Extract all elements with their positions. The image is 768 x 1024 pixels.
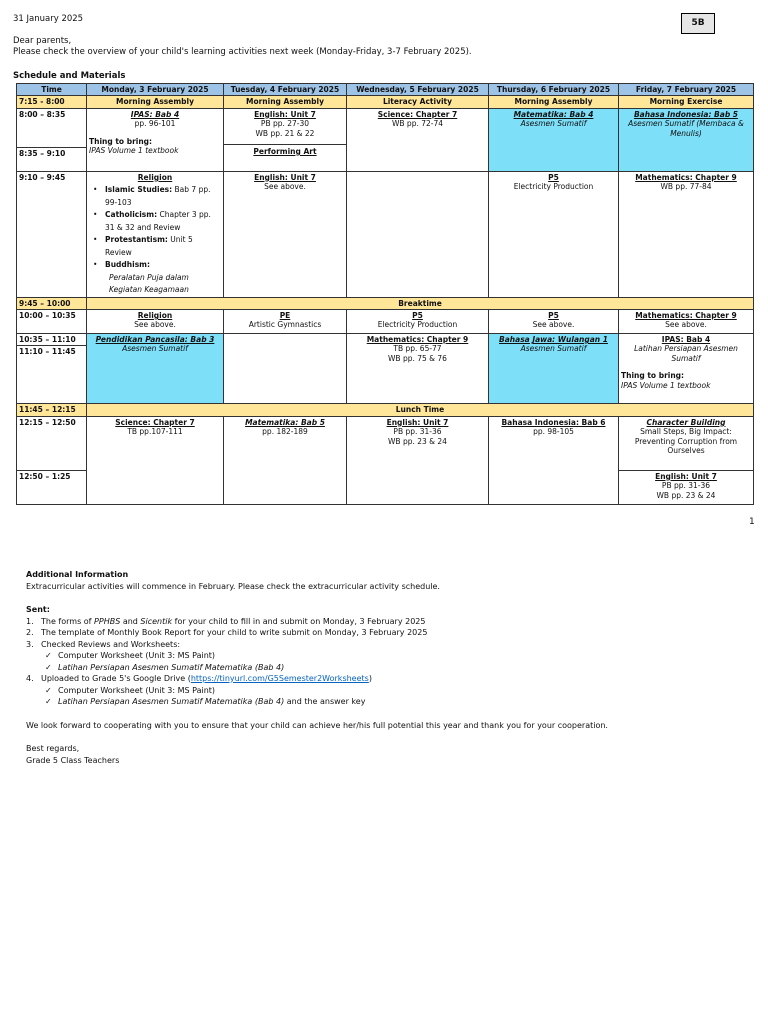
detail-text: PB pp. 31-36 [661, 481, 711, 491]
wed-empty-cell [347, 171, 489, 297]
tue-english-cell [224, 171, 347, 297]
subject-label: English: Unit 7 [386, 417, 449, 427]
subject-label: P5 [548, 172, 559, 182]
list-item: 4. Uploaded to Grade 5's Google Drive (https://tinyurl.com/G5Semester2Worksheets) ✓ Computer Worksheet (Unit 3: MS Paint) ✓ Latihan Persiapan Asesmen Sumatif Matematika (Bab 4) and the answer key [26, 673, 746, 708]
thu-p5-cell [489, 171, 619, 297]
detail-text: See above. [532, 320, 575, 330]
detail-text: Asesmen Sumatif [520, 344, 587, 354]
wed-english-cell [347, 416, 489, 504]
thu-p5-cell [489, 310, 619, 334]
subject-label: PE [279, 311, 291, 320]
wed-literacy: Literacy Activity [347, 96, 489, 108]
subject-label: Character Building [646, 417, 726, 427]
schedule-title: Schedule and Materials [13, 71, 126, 81]
letter-date: 31 January 2025 [13, 14, 84, 24]
detail-text: Small Steps, Big Impact: Preventing Corruption from Ourselves [634, 427, 738, 455]
checked-list [41, 650, 746, 673]
intro-text: Please check the overview of your child's learning activities next week (Monday-Friday, 3-7 February 2025). [13, 47, 472, 57]
sent-title: Sent: [26, 605, 50, 614]
detail-text: WB pp. 77-84 [660, 182, 712, 192]
subject-label: Bahasa Jawa: Wulangan 1 [499, 335, 608, 344]
mon-religion-cell [87, 171, 224, 297]
greeting-block [13, 36, 472, 58]
check-icon: ✓ [45, 662, 52, 672]
time-cell: 12:15 – 12:50 [17, 416, 87, 470]
list-item: ✓ Latihan Persiapan Asesmen Sumatif Matematika (Bab 4) and the answer key [45, 697, 366, 706]
table-row [17, 416, 754, 470]
time-cell: 10:35 – 11:10 [17, 334, 87, 346]
list-item: ✓ Latihan Persiapan Asesmen Sumatif Matematika (Bab 4) [45, 662, 285, 672]
check-icon: ✓ [45, 697, 52, 706]
subject-label: Matematika: Bab 5 [245, 417, 325, 427]
subject-label: English: Unit 7 [254, 172, 316, 182]
detail-text: TB pp.107-111 [127, 427, 183, 437]
bring-item: IPAS Volume 1 textbook [89, 145, 179, 155]
tue-empty-cell [224, 334, 347, 404]
subject-label: Bahasa Indonesia: Bab 5 [633, 109, 739, 119]
table-row [17, 96, 754, 108]
greeting: Dear parents, [13, 36, 72, 46]
breaktime-label: Breaktime [87, 297, 754, 309]
subject-label: Bahasa Indonesia: Bab 6 [501, 417, 606, 427]
mon-assembly: Morning Assembly [87, 96, 224, 108]
detail-text: See above. [264, 182, 306, 192]
bring-label: Thing to bring: [89, 136, 153, 146]
list-item: 1. The forms of PPHBS and Sicentik for your child to fill in and submit on Monday, 3 February 2025 [26, 616, 426, 626]
list-item: ✓ Computer Worksheet (Unit 3: MS Paint) [45, 685, 216, 695]
header-time: Time [17, 84, 87, 96]
table-row [17, 297, 754, 309]
wed-math-cell [347, 334, 489, 404]
table-row [17, 404, 754, 416]
time-cell: 8:35 – 9:10 [17, 147, 87, 171]
list-item: 2. The template of Monthly Book Report for your child to write submit on Monday, 3 February 2025 [26, 628, 428, 637]
page-number: 1 [749, 517, 755, 527]
list-item: • Buddhism: [93, 259, 221, 272]
subject-label: Pendidikan Pancasila: Bab 3 [95, 335, 215, 344]
class-badge: 5B [681, 13, 715, 34]
subject-label: Mathematics: Chapter 9 [635, 311, 737, 320]
time-cell: 9:10 – 9:45 [17, 171, 87, 297]
detail-text: WB pp. 23 & 24 [388, 436, 447, 446]
subject-label: Religion [137, 311, 173, 320]
mon-religion-cell [87, 310, 224, 334]
tue-assembly: Morning Assembly [224, 96, 347, 108]
subject-label: Performing Art [253, 146, 317, 156]
table-row [17, 108, 754, 147]
mon-ipas-cell [87, 108, 224, 171]
signature: Grade 5 Class Teachers [26, 755, 120, 765]
header-monday: Monday, 3 February 2025 [87, 84, 224, 96]
mon-pancasila-cell [87, 334, 224, 404]
list-item: • Catholicism: Chapter 3 pp. 31 & 32 and Review [93, 209, 221, 234]
fri-math-cell [619, 171, 754, 297]
wed-science-cell [347, 108, 489, 171]
header-thursday: Thursday, 6 February 2025 [489, 84, 619, 96]
time-cell: 12:50 – 1:25 [17, 470, 87, 504]
detail-text: WB pp. 21 & 22 [255, 128, 315, 138]
detail-text: Electricity Production [513, 182, 594, 192]
detail-text: See above. [134, 320, 176, 330]
subject-label: English: Unit 7 [254, 109, 316, 119]
bring-label: Thing to bring: [621, 371, 685, 381]
fri-ipas-cell [619, 334, 754, 404]
thu-math-cell [489, 108, 619, 171]
detail-text: pp. 182-189 [262, 427, 308, 437]
time-cell: 7:15 - 8:00 [17, 96, 87, 108]
detail-text: pp. 98-105 [533, 427, 574, 437]
tue-math-cell [224, 416, 347, 504]
header-wednesday: Wednesday, 5 February 2025 [347, 84, 489, 96]
detail-text: See above. [665, 320, 707, 330]
tue-english-cell [224, 108, 347, 171]
mon-science-cell [87, 416, 224, 504]
detail-text: Latihan Persiapan Asesmen Sumatif [634, 344, 738, 363]
tue-pe-cell [224, 310, 347, 334]
subject-label: P5 [548, 311, 559, 320]
subject-label: Mathematics: Chapter 9 [366, 335, 469, 344]
table-row [17, 334, 754, 346]
subject-label: English: Unit 7 [655, 471, 717, 481]
wed-p5-cell [347, 310, 489, 334]
fri-bindo-cell [619, 108, 754, 171]
header-tuesday: Tuesday, 4 February 2025 [224, 84, 347, 96]
religion-list [89, 184, 221, 272]
subject-label: Science: Chapter 7 [377, 109, 458, 119]
regards: Best regards, [26, 744, 80, 753]
detail-text: PB pp. 27-30 [260, 119, 310, 129]
drive-link[interactable]: https://tinyurl.com/G5Semester2Worksheets [190, 674, 369, 683]
detail-text: Electricity Production [377, 320, 458, 330]
closing-text: We look forward to cooperating with you to ensure that your child can achieve her/his full potential this year and thank you for your cooperation. [26, 720, 608, 730]
time-cell: 9:45 – 10:00 [17, 297, 87, 309]
list-item: ✓ Computer Worksheet (Unit 3: MS Paint) [45, 651, 216, 660]
bring-item: IPAS Volume 1 textbook [621, 380, 711, 390]
uploaded-list [41, 685, 746, 708]
list-item: • Islamic Studies: Bab 7 pp. 99-103 [93, 184, 221, 209]
time-cell: 10:00 – 10:35 [17, 310, 87, 334]
time-cell: 11:45 – 12:15 [17, 404, 87, 416]
detail-text: Artistic Gymnastics [248, 320, 322, 330]
table-row [17, 171, 754, 297]
list-item: 3. Checked Reviews and Worksheets: ✓ Computer Worksheet (Unit 3: MS Paint) ✓ Latihan Persiapan Asesmen Sumatif Matematika (Bab 4) [26, 639, 746, 674]
additional-text: Extracurricular activities will commence in February. Please check the extracurricular activity schedule. [26, 581, 440, 591]
schedule-table [16, 83, 754, 505]
subject-label: Religion [137, 172, 173, 182]
fri-english-cell [619, 470, 754, 504]
detail-text: pp. 96-101 [134, 119, 176, 129]
subject-label: Mathematics: Chapter 9 [635, 172, 737, 182]
subject-label: Matematika: Bab 4 [513, 109, 594, 119]
list-item: • Protestantism: Unit 5 Review [93, 234, 221, 259]
time-cell: 8:00 – 8:35 [17, 108, 87, 147]
fri-math-cell [619, 310, 754, 334]
detail-text: WB pp. 23 & 24 [656, 490, 716, 500]
check-icon: ✓ [45, 685, 52, 695]
lunch-label: Lunch Time [87, 404, 754, 416]
check-icon: ✓ [45, 651, 52, 660]
detail-text: TB pp. 65-77 [393, 344, 442, 354]
subject-label: IPAS: Bab 4 [130, 109, 180, 119]
detail-text: WB pp. 72-74 [391, 119, 444, 129]
subject-label: P5 [412, 311, 423, 320]
fri-exercise: Morning Exercise [619, 96, 754, 108]
thu-assembly: Morning Assembly [489, 96, 619, 108]
detail-text: PB pp. 31-36 [393, 427, 442, 437]
subject-label: IPAS: Bab 4 [661, 335, 711, 344]
thu-bjawa-cell [489, 334, 619, 404]
detail-text: Asesmen Sumatif [520, 119, 587, 129]
detail-text: Asesmen Sumatif [122, 344, 188, 354]
inner-divider [224, 144, 346, 156]
detail-text: WB pp. 75 & 76 [388, 353, 447, 363]
table-header-row [17, 84, 754, 96]
time-cell: 11:10 – 11:45 [17, 346, 87, 404]
table-row [17, 310, 754, 334]
additional-info [26, 569, 746, 766]
sent-list [26, 616, 746, 708]
additional-title: Additional Information [26, 570, 129, 579]
detail-text: Asesmen Sumatif (Membaca & Menulis) [628, 119, 744, 138]
fri-character-cell [619, 416, 754, 470]
thu-bindo-cell [489, 416, 619, 504]
header-friday: Friday, 7 February 2025 [619, 84, 754, 96]
subject-label: Science: Chapter 7 [115, 417, 195, 427]
buddhism-detail: Peralatan Puja dalam Kegiatan Keagamaan [109, 272, 189, 294]
